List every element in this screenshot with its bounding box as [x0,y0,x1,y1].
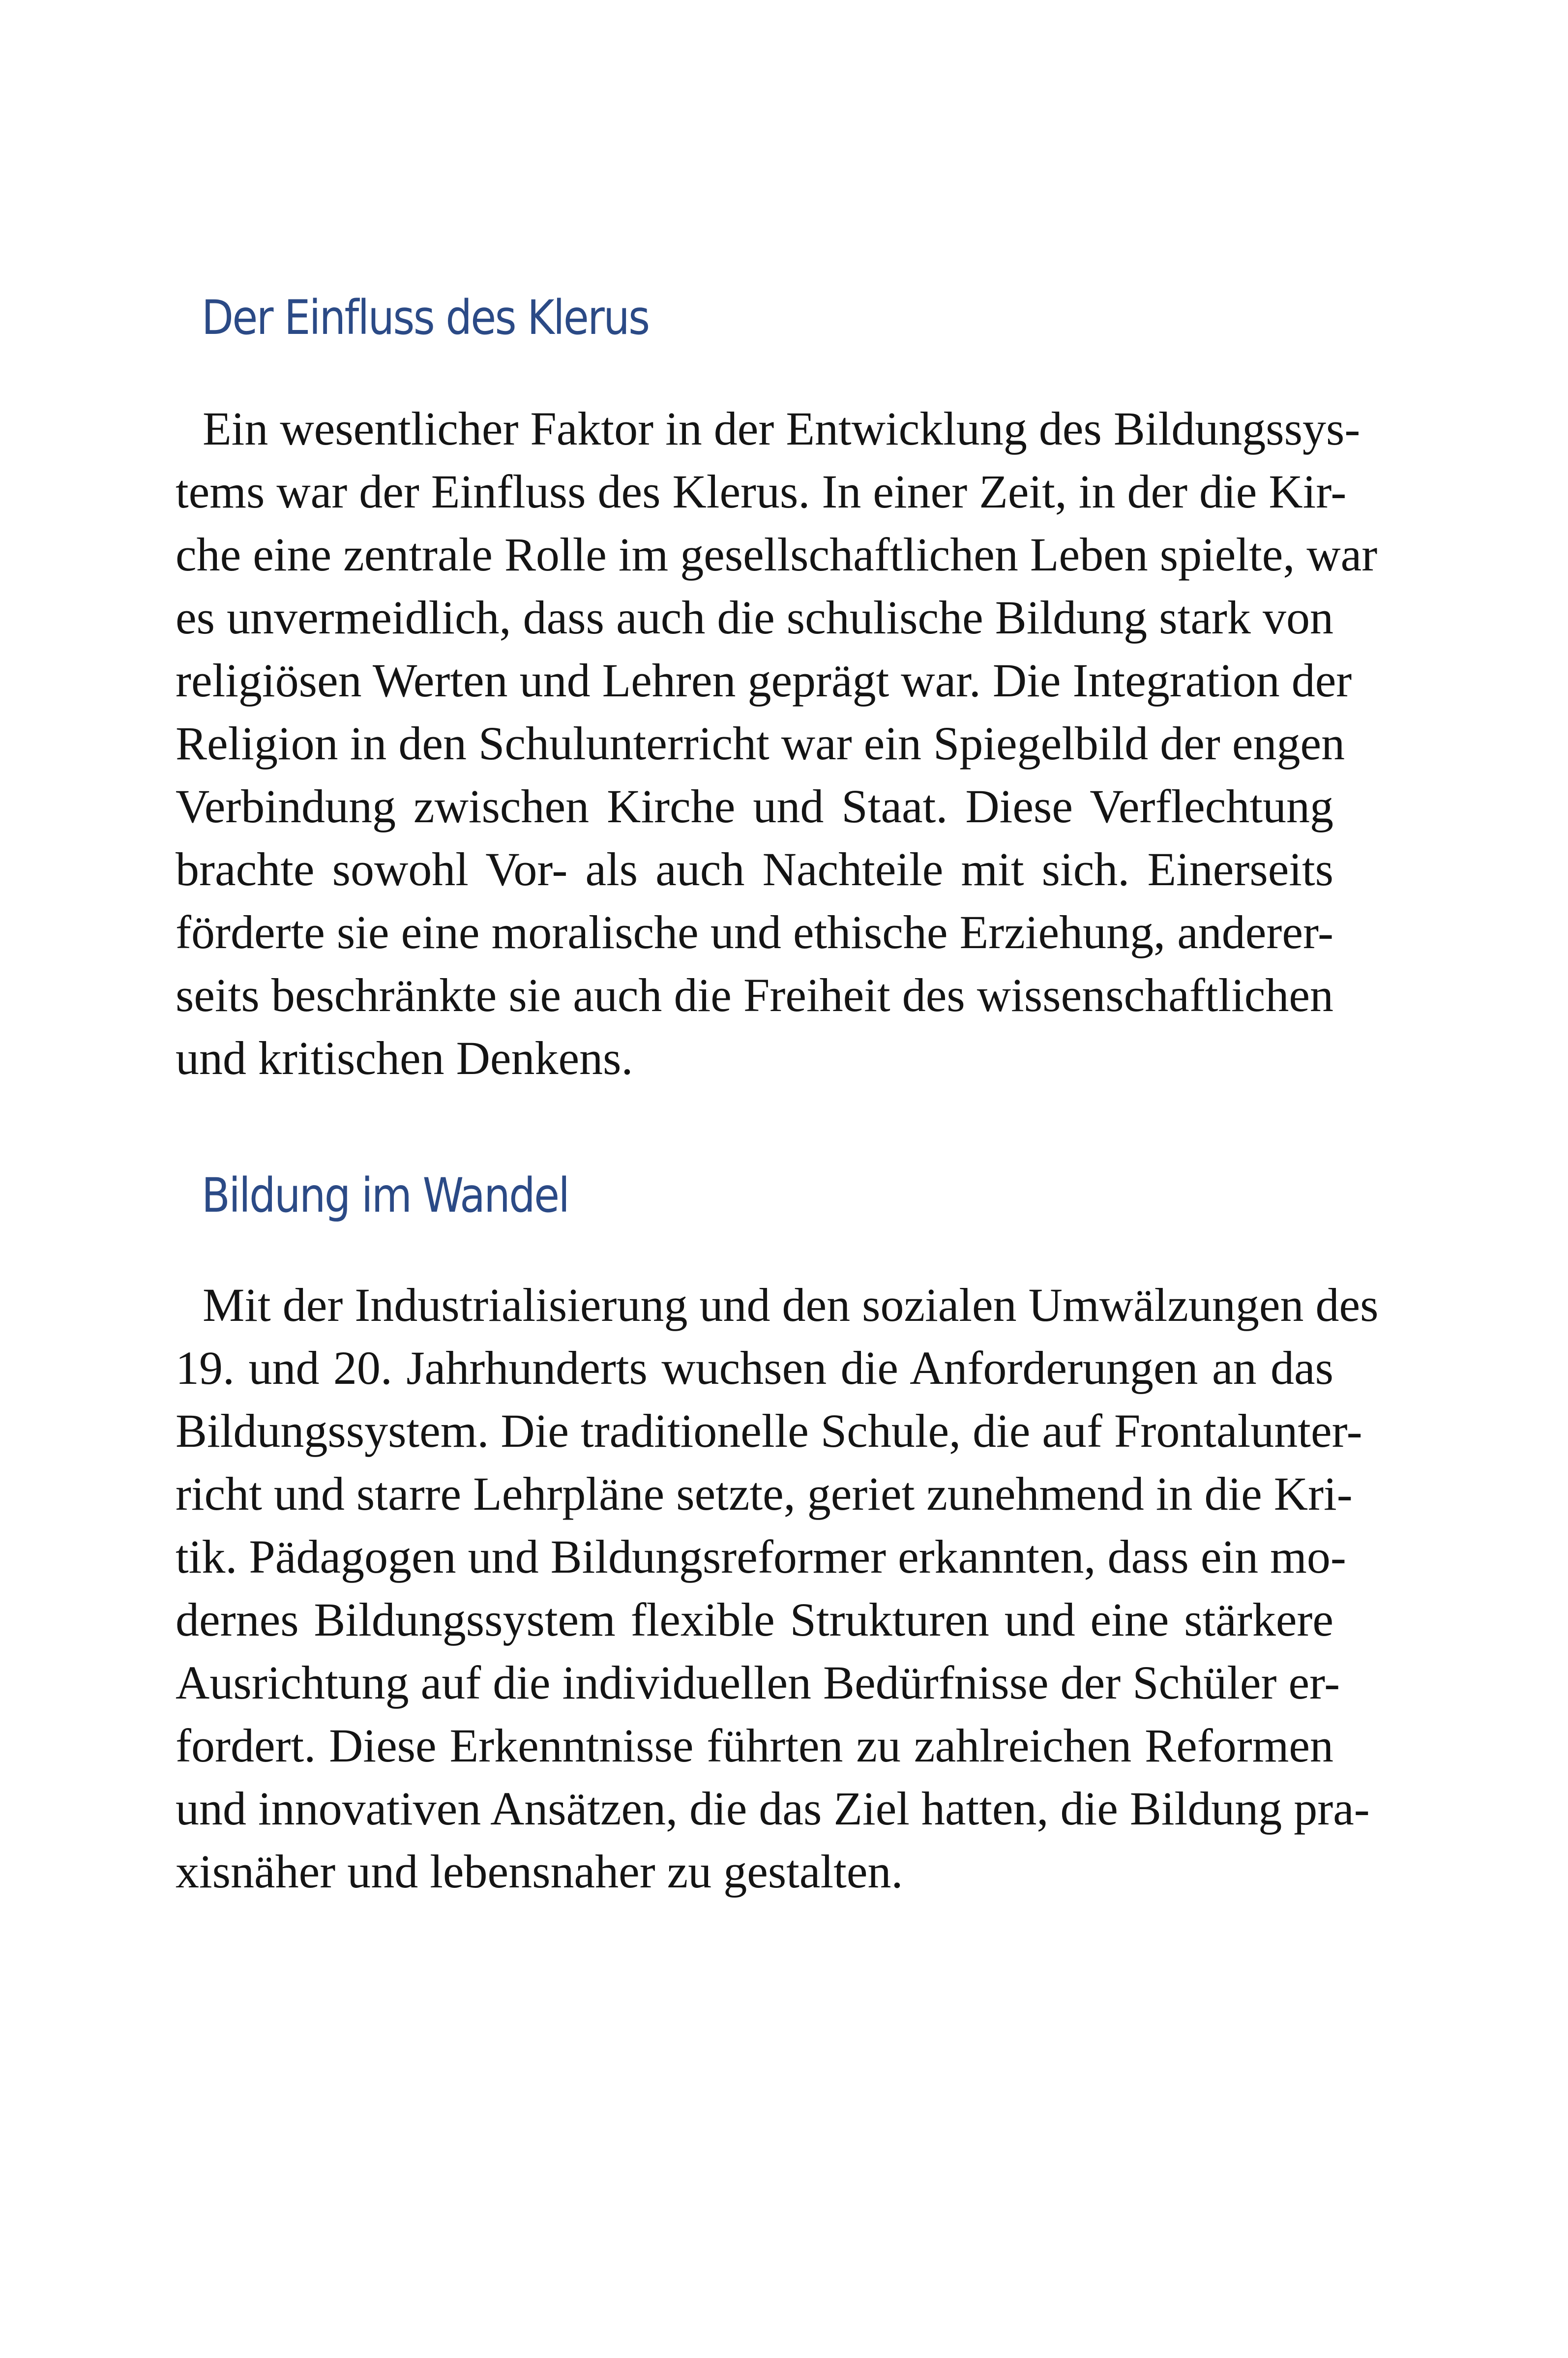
paragraph-line: und innovativen Ansätzen, die das Ziel hatten, die Bildung pra- [176,1782,1370,1835]
paragraph-line: religiösen Werten und Lehren geprägt war. Die Integration der [176,654,1352,707]
paragraph-line: fordert. Diese Erkenntnisse führten zu zahlreichen Reformen [176,1719,1333,1772]
paragraph-line: Religion in den Schulunterricht war ein Spiegelbild der engen [176,717,1345,770]
paragraph-line: Mit der Industrialisierung und den sozialen Umwälzungen des [203,1279,1379,1331]
paragraph-line: Ein wesentlicher Faktor in der Entwicklung des Bildungssys- [203,402,1361,455]
paragraph-line: tik. Pädagogen und Bildungsreformer erkannten, dass ein mo- [176,1530,1346,1583]
paragraph-line: Verbindung zwischen Kirche und Staat. Diese Verflechtung [176,780,1333,833]
paragraph-line: seits beschränkte sie auch die Freiheit des wissenschaftlichen [176,969,1333,1021]
paragraph-line: dernes Bildungssystem flexible Strukturen und eine stärkere [176,1593,1333,1646]
paragraph-line: che eine zentrale Rolle im gesellschaftlichen Leben spielte, war [176,528,1378,581]
paragraph-line: Ausrichtung auf die individuellen Bedürfnisse der Schüler er- [176,1656,1340,1709]
section-paragraph [176,1274,1379,1903]
paragraph-line: richt und starre Lehrpläne setzte, geriet zunehmend in die Kri- [176,1467,1353,1520]
paragraph-line: Bildungssystem. Die traditionelle Schule, die auf Frontalunter- [176,1404,1362,1457]
section-heading: Bildung im Wandel [202,1168,569,1223]
paragraph-line: und kritischen Denkens. [176,1032,633,1084]
paragraph-line: 19. und 20. Jahrhunderts wuchsen die Anforderungen an das [176,1342,1333,1394]
paragraph-line: xisnäher und lebensnaher zu gestalten. [176,1845,903,1898]
section-heading: Der Einfluss des Klerus [202,290,649,345]
paragraph-line: es unvermeidlich, dass auch die schulische Bildung stark von [176,591,1333,644]
paragraph-line: förderte sie eine moralische und ethische Erziehung, anderer- [176,906,1333,958]
section-paragraph [176,397,1378,1090]
paragraph-line: brachte sowohl Vor- als auch Nachteile mit sich. Einerseits [176,843,1333,895]
paragraph-line: tems war der Einfluss des Klerus. In einer Zeit, in der die Kir- [176,465,1347,518]
